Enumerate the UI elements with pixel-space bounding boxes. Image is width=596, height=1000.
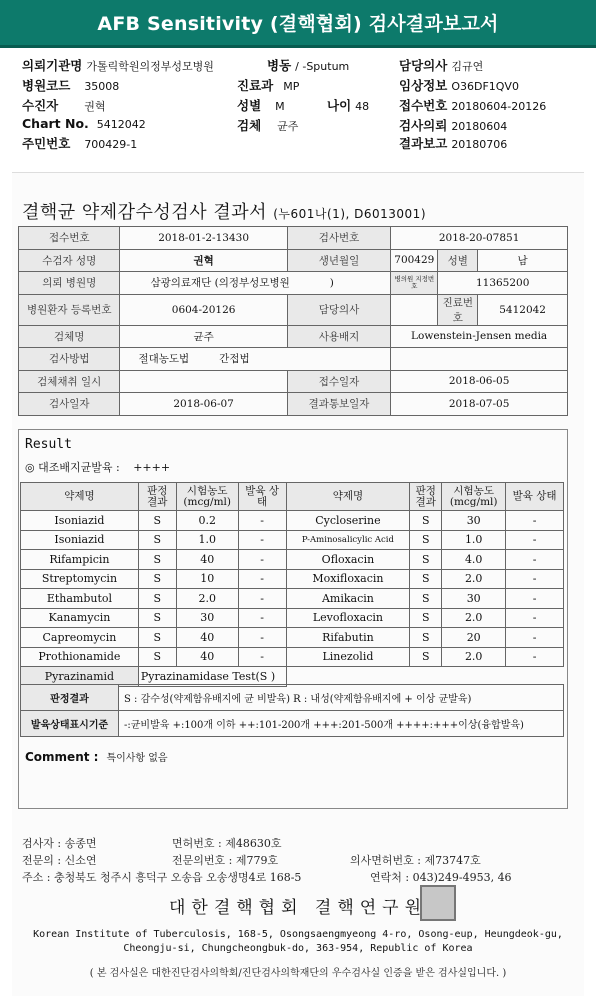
drug-growth: - bbox=[238, 569, 286, 589]
hdr-request-date: 검사의뢰 20180604 bbox=[399, 118, 508, 133]
drug-result: S bbox=[138, 511, 176, 531]
drug-name: Linezolid bbox=[286, 647, 410, 667]
hdr-age: 나이 48 bbox=[327, 98, 370, 113]
drug-concentration: 20 bbox=[442, 628, 506, 648]
drug-concentration: 1.0 bbox=[176, 530, 238, 550]
drug-name: Rifabutin bbox=[286, 628, 410, 648]
drug-row bbox=[21, 608, 564, 628]
sensitivity-table: 약제명 판정 결과 시험농도 (mcg/ml) 발육 상태 약제명 판정 결과 시험농도 (mcg/ml) 발육 상태 Isoniazid S 0.2 - Cycloserine S 30 - Isoniazid S 1.0 - P-Aminosalicylic Acid S 1.0 - Rifampicin S 40 - Ofloxacin S 4.0 - Streptomycin S 10 - Moxifloxacin S 2.0 - Ethambutol S 2.0 - Amikacin S 30 - Kanamycin S 30 - Levofloxacin S 2.0 - Capreomycin S 40 - Rifabutin S 20 - Prothionamide S 40 - Linezolid S 2.0 - Pyrazinamid Pyrazinamidase Test(S ) bbox=[20, 482, 564, 687]
drug-result: S bbox=[410, 628, 442, 648]
report-banner bbox=[0, 0, 596, 48]
result-title: Result bbox=[25, 437, 72, 452]
drug-growth: - bbox=[506, 530, 564, 550]
address: 주소 : 충청북도 청주시 흥덕구 오송읍 오송생명4로 168-5 bbox=[22, 871, 302, 884]
hdr-resident-no: 주민번호 700429-1 bbox=[22, 136, 138, 151]
scanned-report bbox=[12, 172, 584, 996]
drug-row bbox=[21, 511, 564, 531]
patient-info-table: 접수번호 2018-01-2-13430 검사번호 2018-20-07851 수검자 성명 권혁 생년월일 700429 성별 남 의뢰 병원명 삼광의료재단 (의정부성모병원 ) 병의원 지정번호 11365200 병원환자 등록번호 0604-20126 담당의사 진료번호 5412042 검체명 균주 사용배지 Lowenstein-Jensen media 검사방법 절대농도법 간접법 검체채취 일시 접수일자 2018-06-05 검사일자 2018-06-07 결과통보일자 2018-07-05 bbox=[18, 226, 568, 416]
drug-growth: - bbox=[506, 511, 564, 531]
doc-title: 결핵균 약제감수성검사 결과서 (누601나(1), D6013001) bbox=[22, 202, 426, 223]
drug-growth: - bbox=[238, 647, 286, 667]
drug-name: Isoniazid bbox=[21, 530, 139, 550]
drug-growth: - bbox=[506, 569, 564, 589]
drug-result: S bbox=[138, 589, 176, 609]
comment: Comment : 특이사항 없음 bbox=[25, 750, 168, 764]
drug-concentration: 2.0 bbox=[442, 608, 506, 628]
hdr-hospital: 의뢰기관명 가톨릭학원의정부성모병원 bbox=[22, 58, 214, 73]
drug-growth: - bbox=[506, 647, 564, 667]
hdr-doctor: 담당의사 김규연 bbox=[399, 58, 484, 73]
drug-name: Amikacin bbox=[286, 589, 410, 609]
drug-growth: - bbox=[238, 530, 286, 550]
drug-concentration: 30 bbox=[442, 589, 506, 609]
certification-note: ( 본 검사실은 대한진단검사의학회/진단검사의학재단의 우수검사실 인증을 받은 검사실입니다. ) bbox=[89, 968, 507, 979]
drug-row bbox=[21, 628, 564, 648]
drug-concentration: 2.0 bbox=[442, 647, 506, 667]
hdr-ward: 병동 / -Sputum bbox=[267, 58, 350, 73]
drug-result: S bbox=[138, 608, 176, 628]
drug-row bbox=[21, 569, 564, 589]
drug-name: Ofloxacin bbox=[286, 550, 410, 570]
pyrazinamidase-result: Pyrazinamidase Test(S ) bbox=[138, 667, 286, 687]
drug-result: S bbox=[138, 569, 176, 589]
drug-row bbox=[21, 647, 564, 667]
drug-name: Kanamycin bbox=[21, 608, 139, 628]
drug-growth: - bbox=[238, 589, 286, 609]
drug-name: Cycloserine bbox=[286, 511, 410, 531]
hdr-hospital-code: 병원코드 35008 bbox=[22, 78, 120, 93]
drug-growth: - bbox=[238, 628, 286, 648]
drug-result: S bbox=[410, 530, 442, 550]
report-title: AFB Sensitivity (결핵협회) 검사결과보고서 bbox=[97, 13, 499, 35]
drug-result: S bbox=[410, 608, 442, 628]
institute-name-en: Korean Institute of Tuberculosis, 168-5, Osongsaengmyeong 4-ro, Osong-eup, Heungdeok-gu, Cheongju-si, Chungcheongbuk-do, 363-954, Republic of Korea bbox=[33, 929, 563, 954]
drug-concentration: 30 bbox=[442, 511, 506, 531]
drug-name: Moxifloxacin bbox=[286, 569, 410, 589]
drug-result: S bbox=[410, 550, 442, 570]
drug-growth: - bbox=[506, 628, 564, 648]
result-section bbox=[18, 429, 568, 809]
drug-result: S bbox=[138, 530, 176, 550]
hdr-sex: 성별 M bbox=[237, 98, 285, 113]
drug-name: Streptomycin bbox=[21, 569, 139, 589]
drug-concentration: 30 bbox=[176, 608, 238, 628]
control-growth: ◎ 대조배지균발육 : ++++ bbox=[25, 461, 171, 474]
drug-concentration: 10 bbox=[176, 569, 238, 589]
drug-name: Rifampicin bbox=[21, 550, 139, 570]
hdr-specimen: 검체 균주 bbox=[237, 118, 299, 133]
hdr-receipt: 접수번호 20180604-20126 bbox=[399, 98, 547, 113]
institute-name-ko: 대한결핵협회 결핵연구원 bbox=[168, 898, 428, 918]
drug-result: S bbox=[410, 647, 442, 667]
drug-result: S bbox=[410, 569, 442, 589]
examiner: 검사자 : 송종면 bbox=[22, 837, 97, 850]
drug-concentration: 2.0 bbox=[176, 589, 238, 609]
drug-row bbox=[21, 530, 564, 550]
drug-growth: - bbox=[238, 608, 286, 628]
judgement-legend: 판정결과 S : 감수성(약제함유배지에 균 비발육) R : 내성(약제함유배지에 + 이상 균발육) 발육상태표시기준 -:균비발육 +:100개 이하 ++:101-200개 +++:201-500개 ++++:+++이상(융합발육) bbox=[20, 684, 564, 737]
drug-row bbox=[21, 589, 564, 609]
drug-result: S bbox=[138, 550, 176, 570]
drug-concentration: 1.0 bbox=[442, 530, 506, 550]
drug-result: S bbox=[410, 511, 442, 531]
specialist-no: 전문의번호 : 제779호 bbox=[172, 854, 279, 867]
drug-concentration: 2.0 bbox=[442, 569, 506, 589]
drug-name: Capreomycin bbox=[21, 628, 139, 648]
drug-growth: - bbox=[506, 589, 564, 609]
hdr-dept: 진료과 MP bbox=[237, 78, 300, 93]
drug-growth: - bbox=[238, 550, 286, 570]
drug-result: S bbox=[410, 589, 442, 609]
license-no: 면허번호 : 제48630호 bbox=[172, 837, 282, 850]
judge-text: S : 감수성(약제함유배지에 균 비발육) R : 내성(약제함유배지에 + 이상 균발육) bbox=[119, 685, 564, 711]
drug-concentration: 0.2 bbox=[176, 511, 238, 531]
growth-text: -:균비발육 +:100개 이하 ++:101-200개 +++:201-500개 ++++:+++이상(융합발육) bbox=[119, 711, 564, 737]
phone: 연락처 : 043)249-4953, 46 bbox=[370, 871, 512, 884]
hdr-patient: 수진자 권혁 bbox=[22, 98, 106, 113]
drug-name: Isoniazid bbox=[21, 511, 139, 531]
hdr-clinical-info: 임상정보 O36DF1QV0 bbox=[399, 78, 519, 93]
drug-concentration: 40 bbox=[176, 628, 238, 648]
drug-name: P-Aminosalicylic Acid bbox=[286, 530, 410, 550]
drug-growth: - bbox=[506, 550, 564, 570]
hdr-chart-no: Chart No. 5412042 bbox=[22, 116, 146, 131]
doctor-license-no: 의사면허번호 : 제73747호 bbox=[350, 854, 481, 867]
drug-growth: - bbox=[238, 511, 286, 531]
hdr-report-date: 결과보고 20180706 bbox=[399, 136, 508, 151]
drug-name: Levofloxacin bbox=[286, 608, 410, 628]
specialist: 전문의 : 신소연 bbox=[22, 854, 97, 867]
drug-name: Pyrazinamid bbox=[21, 667, 139, 687]
drug-row bbox=[21, 550, 564, 570]
drug-name: Ethambutol bbox=[21, 589, 139, 609]
drug-growth: - bbox=[506, 608, 564, 628]
drug-concentration: 40 bbox=[176, 647, 238, 667]
drug-name: Prothionamide bbox=[21, 647, 139, 667]
drug-concentration: 4.0 bbox=[442, 550, 506, 570]
drug-result: S bbox=[138, 647, 176, 667]
drug-result: S bbox=[138, 628, 176, 648]
drug-concentration: 40 bbox=[176, 550, 238, 570]
